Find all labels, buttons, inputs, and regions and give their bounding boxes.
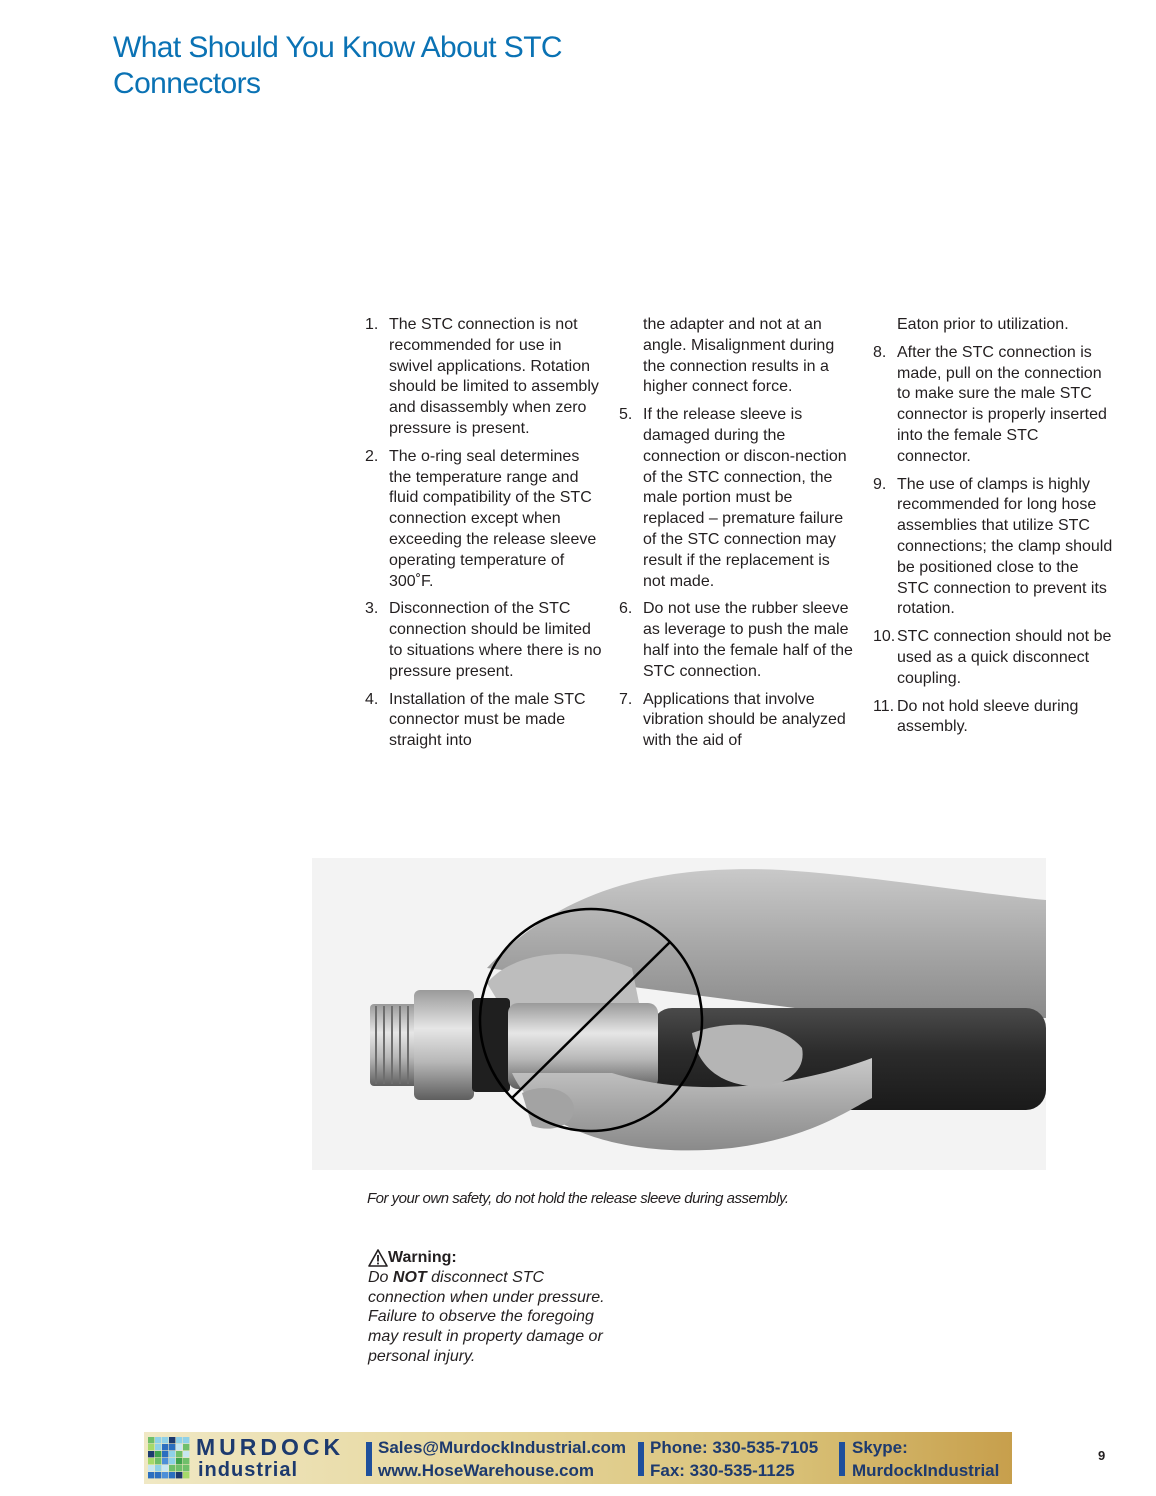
footer-fax: Fax: 330-535-1125 xyxy=(650,1461,795,1480)
list-column-1 xyxy=(365,315,603,759)
list-column-3 xyxy=(873,315,1113,745)
footer-divider xyxy=(366,1442,372,1476)
hex-nut xyxy=(414,990,474,1100)
list-item-continuation: the adapter and not at an angle. Misalignment during the connection results in a higher connect force. xyxy=(643,316,835,396)
footer-website[interactable]: www.HoseWarehouse.com xyxy=(378,1461,595,1480)
list-item: 10. STC connection should not be used as a quick disconnect coupling. xyxy=(873,628,1112,687)
list-item: 1. The STC connection is not recommended for use in swivel applications. Rotation should be limited to assembly and disassembly when zero pressure is present. xyxy=(365,316,599,437)
brand-name-top: MURDOCK xyxy=(196,1434,345,1460)
list-item: 11. Do not hold sleeve during assembly. xyxy=(873,697,1079,736)
warning-body: Do NOT disconnect STC connection when under pressure. Failure to observe the foregoing may result in property damage or personal injury. xyxy=(368,1268,605,1365)
page-title: What Should You Know About STC Connectors xyxy=(113,31,562,100)
warning-box xyxy=(368,1248,608,1367)
list-item: 8. After the STC connection is made, pull on the connection to make sure the male STC connector is properly inserted into the female STC connector. xyxy=(873,343,1107,465)
footer-skype-id: MurdockIndustrial xyxy=(852,1461,1000,1480)
list-item: 4. Installation of the male STC connector must be made straight into xyxy=(365,690,586,750)
footer-divider xyxy=(839,1442,845,1476)
list-item-continuation: Eaton prior to utilization. xyxy=(897,316,1069,333)
list-item: 7. Applications that involve vibration should be analyzed with the aid of xyxy=(619,690,846,750)
list-item: 2. The o-ring seal determines the temperature range and fluid compatibility of the STC connection except when exceeding the release sleeve operating temperature of 300˚F. xyxy=(365,447,597,590)
footer-phone: Phone: 330-535-7105 xyxy=(650,1438,819,1457)
footer-divider xyxy=(638,1442,644,1476)
footer-banner xyxy=(144,1432,1012,1484)
brand-name-bottom: industrial xyxy=(198,1459,299,1481)
murdock-logo-mosaic xyxy=(147,1436,191,1480)
list-item: 3. Disconnection of the STC connection should be limited to situations where there is no pressure present. xyxy=(365,600,602,680)
warning-triangle-icon xyxy=(368,1249,388,1267)
list-item: 6. Do not use the rubber sleeve as leverage to push the male half into the female half of the STC connection. xyxy=(619,600,853,680)
list-column-2 xyxy=(619,315,855,759)
footer-skype-label: Skype: xyxy=(852,1438,908,1457)
page-number: 9 xyxy=(1098,1448,1106,1463)
list-item: 5. If the release sleeve is damaged during the connection or discon-nection of the STC connection, the male portion must be replaced – premature failure of the STC connection may result if the replacement is not made. xyxy=(619,406,847,590)
photo-caption: For your own safety, do not hold the release sleeve during assembly. xyxy=(367,1190,789,1207)
hand-holding-connector-photo xyxy=(312,858,1046,1170)
warning-heading: Warning: xyxy=(388,1249,457,1266)
list-item: 9. The use of clamps is highly recommended for long hose assemblies that utilize STC connections; the clamp should be positioned close to the STC connection to prevent its rotation. xyxy=(873,475,1113,618)
footer-email[interactable]: Sales@MurdockIndustrial.com xyxy=(378,1438,627,1457)
